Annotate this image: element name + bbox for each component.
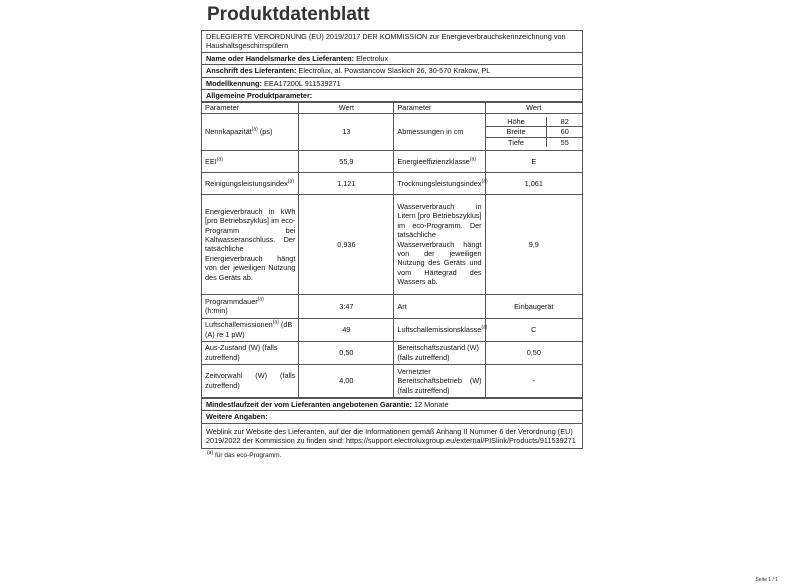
table-row <box>202 150 582 172</box>
standby-value: 0,50 <box>485 341 582 364</box>
drying-label-cell: Trocknungsleistungsindex$^{(a)}$ <box>394 172 485 194</box>
dimensions-table <box>486 117 582 147</box>
warranty-row <box>202 399 582 411</box>
table-row <box>202 318 582 341</box>
dimensions-cell <box>485 113 582 150</box>
networked-standby-label: Vernetzter Bereitschaftsbetrieb (W) (falls zutreffend) <box>394 364 485 397</box>
width-value: 60 <box>547 127 582 137</box>
networked-standby-value: - <box>485 364 582 397</box>
header-value: Wert <box>299 103 394 113</box>
duration-label-cell: Programmdauer$^{(a)}$ (h:min) <box>202 294 299 318</box>
water-consumption-label: Wasserverbrauch in Litern [pro Betriebszyklus] im eco-Programm. Der tatsächliche Wasserverbrauch hängt von der jeweiligen Nutzung des Geräts und vom Härtegrad des Wassers ab. <box>394 194 485 294</box>
model-row <box>202 78 582 90</box>
supplier-address-label: Anschrift des Lieferanten: <box>206 66 297 76</box>
data-sheet-box <box>201 30 583 449</box>
product-data-sheet <box>201 0 583 459</box>
energy-class-label-cell: Energieeffizienzklasse$^{(a)}$ <box>394 150 485 172</box>
supplier-address: Electrolux, al. Powstancow Slaskich 26, 30-570 Krakow, PL <box>298 66 491 76</box>
height-value: 82 <box>547 117 582 127</box>
header-param: Parameter <box>202 103 299 113</box>
page-title: Produktdatenblatt <box>207 4 370 25</box>
supplier-name-label: Name oder Handelsmarke des Lieferanten: <box>206 53 355 63</box>
depth-label: Tiefe <box>486 137 547 147</box>
supplier-address-row <box>202 65 582 77</box>
height-label: Höhe <box>486 117 547 127</box>
off-mode-label: Aus-Zustand (W) (falls zutreffend) <box>202 341 299 364</box>
cleaning-label-cell: Reinigungsleistungsindex$^{(a)}$ <box>202 172 299 194</box>
warranty-value: 12 Monate <box>414 399 449 409</box>
capacity-value: 13 <box>299 113 394 150</box>
header-param: Parameter <box>394 103 485 113</box>
width-label: Breite <box>486 127 547 137</box>
table-row <box>202 113 582 150</box>
noise-value: 49 <box>299 318 394 341</box>
type-value: Einbaugerät <box>485 294 582 318</box>
drying-value: 1,061 <box>485 172 582 194</box>
table-row <box>202 364 582 397</box>
footnote: $^{(a)}$ für das eco-Programm. <box>207 450 282 460</box>
additional-info-heading: Weitere Angaben: <box>202 411 582 423</box>
table-row <box>202 294 582 318</box>
supplier-name-row <box>202 53 582 65</box>
general-params-heading: Allgemeine Produktparameter: <box>202 90 582 102</box>
model-id: EEA17200L 911539271 <box>263 78 341 88</box>
cleaning-value: 1,121 <box>299 172 394 194</box>
energy-class-value: E <box>485 150 582 172</box>
warranty-label: Mindestlaufzeit der vom Lieferanten angebotenen Garantie: <box>206 399 412 409</box>
depth-value: 55 <box>560 137 569 147</box>
table-header-row <box>202 103 582 113</box>
type-label: Art <box>394 294 485 318</box>
table-row <box>202 341 582 364</box>
water-consumption-value: 9,9 <box>485 194 582 294</box>
params-table <box>202 102 582 397</box>
table-row <box>202 194 582 294</box>
energy-consumption-label: Energieverbrauch in kWh [pro Betriebszyklus] im eco-Programm bei Kaltwasseranschluss. Der tatsächliche Energieverbrauch hängt von der jeweiligen Nutzung des Geräts ab. <box>202 194 299 294</box>
eei-value: 55,9 <box>299 150 394 172</box>
noise-class-value: C <box>485 318 582 341</box>
params-table-wrap <box>202 102 582 398</box>
noise-class-label-cell: Luftschallemissionsklasse$^{(a)}$ <box>394 318 485 341</box>
delay-start-label: Zeitvorwahl (W) (falls zutreffend) <box>202 364 299 397</box>
table-row <box>202 172 582 194</box>
delay-start-value: 4,00 <box>299 364 394 397</box>
capacity-label-cell: Nennkapazität$^{(a)}$ (ps) <box>202 113 299 150</box>
standby-label: Bereitschaftszustand (W) (falls zutreffend) <box>394 341 485 364</box>
eei-label-cell: EEI$^{(a)}$ <box>202 150 299 172</box>
header-value: Wert <box>485 103 582 113</box>
noise-label-cell: Luftschallemissionen$^{(a)}$ (dB (A) re 1 pW) <box>202 318 299 341</box>
supplier-name: Electrolux <box>356 53 389 63</box>
regulation-text: DELEGIERTE VERORDNUNG (EU) 2019/2017 DER KOMMISSION zur Energieverbrauchskennzeichnung von Haushaltsgeschirrspülern <box>202 31 582 53</box>
weblink-text: Weblink zur Website des Lieferanten, auf der die Informationen gemäß Anhang II Nummer 6 der Verordnung (EU) 2019/2022 der Kommission zu finden sind: https://support.electroluxgroup.eu/external/PISlink/Products/911539271 <box>206 426 576 446</box>
energy-consumption-value: 0,936 <box>299 194 394 294</box>
off-mode-value: 0,50 <box>299 341 394 364</box>
dimensions-label: Abmessungen in cm <box>394 113 485 150</box>
page-number: Seite 1 / 1 <box>755 577 778 583</box>
duration-value: 3:47 <box>299 294 394 318</box>
model-label: Modellkennung: <box>206 78 262 88</box>
